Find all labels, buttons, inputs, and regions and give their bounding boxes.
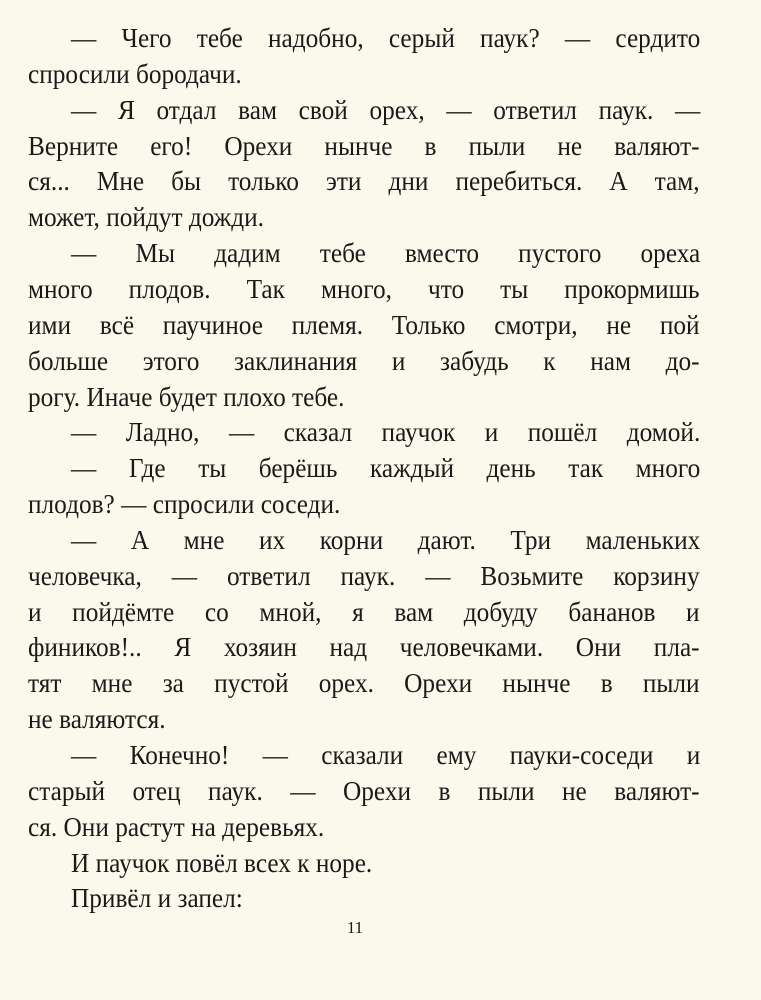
text-line: много плодов. Так много, что ты прокормишь — [28, 272, 700, 304]
text-line: — Я отдал вам свой орех, — ответил паук. — — [71, 93, 701, 125]
page-number: 11 — [346, 918, 364, 937]
text-line: фиников!.. Я хозяин над человечками. Они пла- — [28, 631, 700, 663]
text-line: старый отец паук. — Орехи в пыли не валяют- — [28, 774, 700, 806]
text-line: спросили бородачи. — [28, 57, 242, 89]
text-line: ся. Они растут на деревьях. — [28, 810, 325, 842]
text-line: Верните его! Орехи нынче в пыли не валяют- — [28, 129, 700, 161]
text-line: может, пойдут дожди. — [28, 201, 264, 233]
text-line: — Конечно! — сказали ему пауки-соседи и — [71, 739, 701, 770]
text-line: Привёл и запел: — [71, 882, 243, 914]
text-line: больше этого заклинания и забудь к нам до- — [28, 344, 700, 376]
text-line: И паучок повёл всех к норе. — [71, 846, 373, 878]
text-line: тят мне за пустой орех. Орехи нынче в пыли — [28, 667, 700, 699]
text-line: плодов? — спросили соседи. — [28, 488, 341, 520]
text-line: — Где ты берёшь каждый день так много — [71, 452, 701, 484]
text-line: — Чего тебе надобно, серый паук? — сердито — [71, 22, 701, 53]
text-line: рогу. Иначе будет плохо тебе. — [28, 380, 345, 412]
text-line: ся... Мне бы только эти дни перебиться. А там, — [28, 165, 700, 197]
text-line: и пойдёмте со мной, я вам добуду бананов и — [28, 595, 700, 627]
text-line: — Ладно, — сказал паучок и пошёл домой. — [71, 416, 701, 448]
text-line: — Мы дадим тебе вместо пустого ореха — [71, 237, 701, 269]
text-line: не валяются. — [28, 703, 166, 735]
text-line: — А мне их корни дают. Три маленьких — [71, 523, 701, 555]
text-line: человечка, — ответил паук. — Возьмите корзину — [28, 559, 700, 591]
text-line: ими всё паучиное племя. Только смотри, не пой — [28, 308, 700, 340]
